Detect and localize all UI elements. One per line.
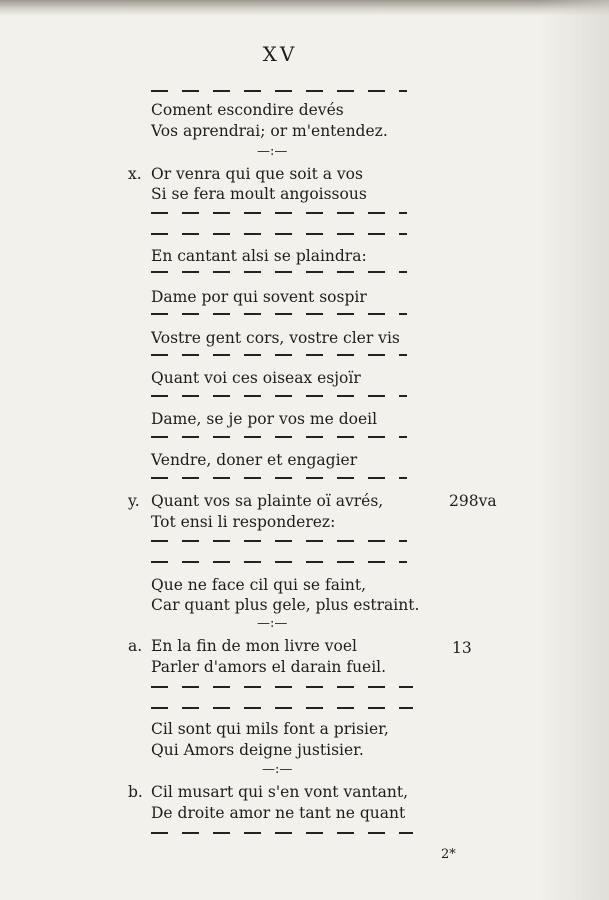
lacuna-dashes <box>151 313 407 315</box>
section-marker: y. <box>128 492 140 510</box>
verse-line: De droite amor ne tant ne quant <box>151 804 406 822</box>
section-marker: a. <box>128 637 143 655</box>
page-number-header: XV <box>262 42 298 66</box>
verse-line: En la fin de mon livre voel <box>151 637 357 655</box>
verse-line: Vostre gent cors, vostre cler vis <box>151 329 400 347</box>
section-separator: —:— <box>257 616 288 631</box>
verse-line: Vos aprendrai; or m'entendez. <box>151 122 388 140</box>
lacuna-dashes <box>151 212 407 214</box>
verse-line: Cil sont qui mils font a prisier, <box>151 720 389 738</box>
section-marker: x. <box>128 165 142 183</box>
lacuna-dashes <box>151 90 407 92</box>
lacuna-dashes <box>151 233 407 235</box>
lacuna-dashes <box>151 832 413 834</box>
verse-line: Tot ensi li responderez: <box>151 513 336 531</box>
page-gutter-shadow <box>539 0 609 900</box>
lacuna-dashes <box>151 436 407 438</box>
verse-line: Que ne face cil qui se faint, <box>151 576 367 594</box>
verse-line: Quant voi ces oiseax esjoïr <box>151 369 361 387</box>
verse-line: Coment escondire devés <box>151 101 344 119</box>
section-separator: —:— <box>262 762 293 777</box>
verse-line: En cantant alsi se plaindra: <box>151 247 367 265</box>
verse-line: Si se fera moult angoissous <box>151 185 367 203</box>
verse-line: Dame, se je por vos me doeil <box>151 410 378 428</box>
verse-line: Car quant plus gele, plus estraint. <box>151 596 420 614</box>
verse-line: Vendre, doner et engagier <box>151 451 358 469</box>
lacuna-dashes <box>151 395 407 397</box>
lacuna-dashes <box>151 477 407 479</box>
verse-line: Parler d'amors el darain fueil. <box>151 658 387 676</box>
lacuna-dashes <box>151 540 407 542</box>
verse-line: Quant vos sa plainte oï avrés, <box>151 492 384 510</box>
section-separator: —:— <box>257 144 288 159</box>
verse-line: Cil musart qui s'en vont vantant, <box>151 783 409 801</box>
section-marker: b. <box>128 783 143 801</box>
lacuna-dashes <box>151 271 407 273</box>
lacuna-dashes <box>151 707 413 709</box>
lacuna-dashes <box>151 686 413 688</box>
page-top-edge-shadow <box>0 0 609 16</box>
verse-line: Or venra qui que soit a vos <box>151 165 363 183</box>
folio-reference: 298va <box>449 492 497 510</box>
lacuna-dashes <box>151 561 407 563</box>
lacuna-dashes <box>151 354 407 356</box>
verse-line: Qui Amors deigne justisier. <box>151 741 364 759</box>
signature-mark: 2* <box>441 847 456 862</box>
verse-line: Dame por qui sovent sospir <box>151 288 367 306</box>
folio-reference: 13 <box>452 639 472 657</box>
